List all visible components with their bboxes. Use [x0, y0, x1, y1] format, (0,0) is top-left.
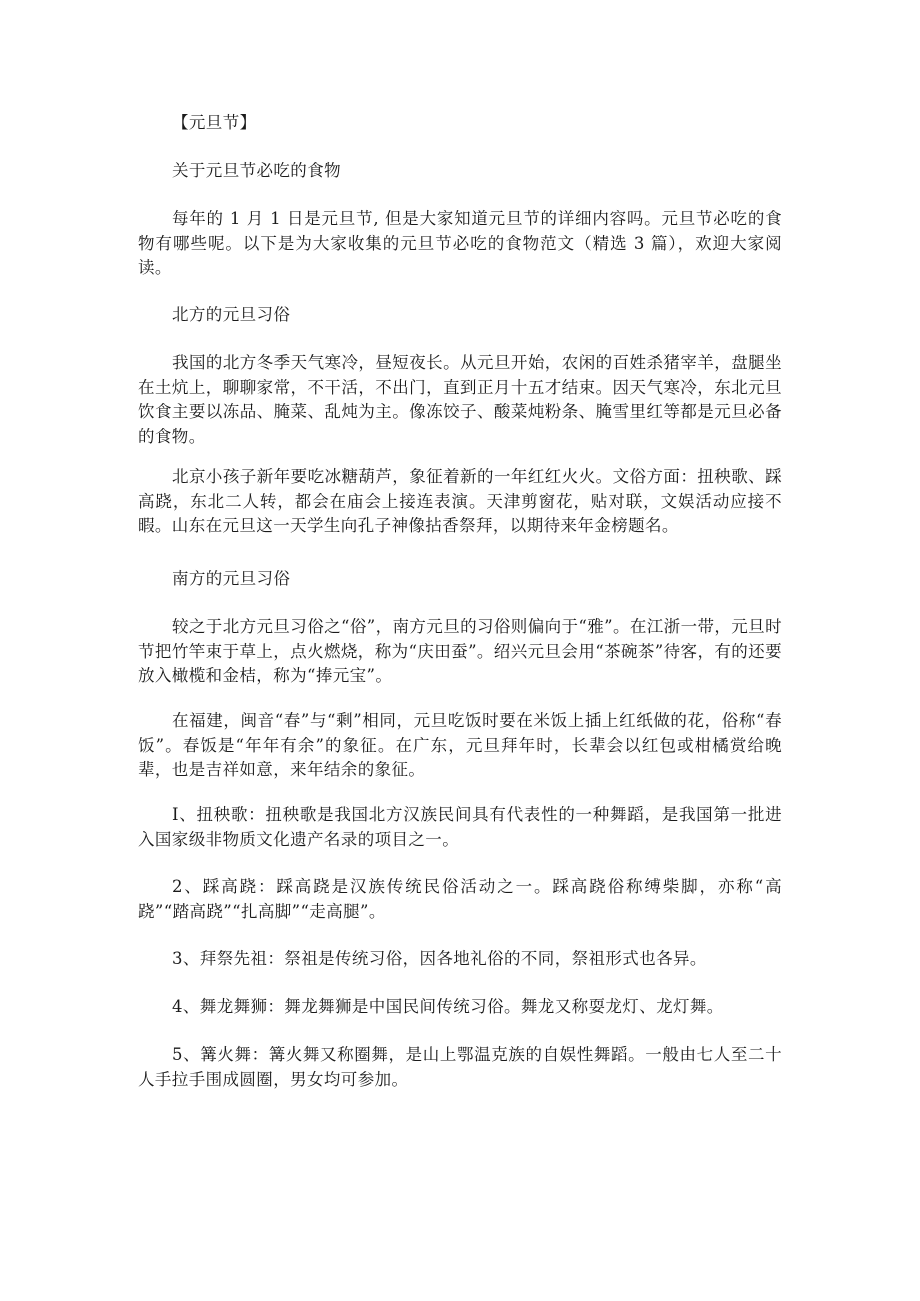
- north-paragraph-1: 我国的北方冬季天气寒冷，昼短夜长。从元旦开始，农闲的百姓杀猪宰羊，盘腿坐在土炕上，聊聊家常，不干活，不出门，直到正月十五才结束。因天气寒冷，东北元旦饮食主要以冻品、腌菜、乱炖为主。像冻饺子、酸菜炖粉条、腌雪里红等都是元旦必备的食物。: [138, 353, 782, 446]
- list-item-dragon-lion: 4、舞龙舞狮：舞龙舞狮是中国民间传统习俗。舞龙又称耍龙灯、龙灯舞。: [172, 997, 724, 1016]
- north-heading: 北方的元旦习俗: [172, 305, 291, 324]
- list-item-bonfire: 5、篝火舞：篝火舞又称圈舞，是山上鄂温克族的自娱性舞蹈。一般由七人至二十人手拉手围成圆圈，男女均可参加。: [138, 1045, 782, 1089]
- list-item-yangge: I、扭秧歌：扭秧歌是我国北方汉族民间具有代表性的一种舞蹈，是我国第一批进入国家级非物质文化遗产名录的项目之一。: [138, 805, 782, 849]
- south-paragraph-2: 在福建，闽音“春”与“剩”相同，元旦吃饭时要在米饭上插上红纸做的花，俗称“春饭”。春饭是“年年有余”的象征。在广东，元旦拜年时，长辈会以红包或柑橘赏给晚辈，也是吉祥如意，来年结余的象征。: [138, 711, 782, 779]
- bracket-title: 【元旦节】: [172, 113, 257, 132]
- intro-paragraph: 每年的 1 月 1 日是元旦节, 但是大家知道元旦节的详细内容吗。元旦节必吃的食物有哪些呢。以下是为大家收集的元旦节必吃的食物范文（精选 3 篇），欢迎大家阅读。: [138, 209, 782, 277]
- document-title: 关于元旦节必吃的食物: [172, 161, 341, 180]
- list-item-ancestors: 3、拜祭先祖：祭祖是传统习俗，因各地礼俗的不同，祭祖形式也各异。: [172, 949, 707, 968]
- list-item-stilts: 2、踩高跷：踩高跷是汉族传统民俗活动之一。踩高跷俗称缚柴脚，亦称“高跷”“踏高跷”“扎高脚”“走高腿”。: [138, 877, 782, 921]
- south-paragraph-1: 较之于北方元旦习俗之“俗”，南方元旦的习俗则偏向于“雅”。在江浙一带，元旦时节把竹竿束于草上，点火燃烧，称为“庆田蚕”。绍兴元旦会用“茶碗茶”待客，有的还要放入橄榄和金桔，称为“捧元宝”。: [138, 617, 782, 685]
- south-heading: 南方的元旦习俗: [172, 569, 291, 588]
- north-paragraph-2: 北京小孩子新年要吃冰糖葫芦，象征着新的一年红红火火。文俗方面：扭秧歌、踩高跷，东北二人转，都会在庙会上接连表演。天津剪窗花，贴对联，文娱活动应接不暇。山东在元旦这一天学生向孔子神像拈香祭拜，以期待来年金榜题名。: [138, 467, 782, 535]
